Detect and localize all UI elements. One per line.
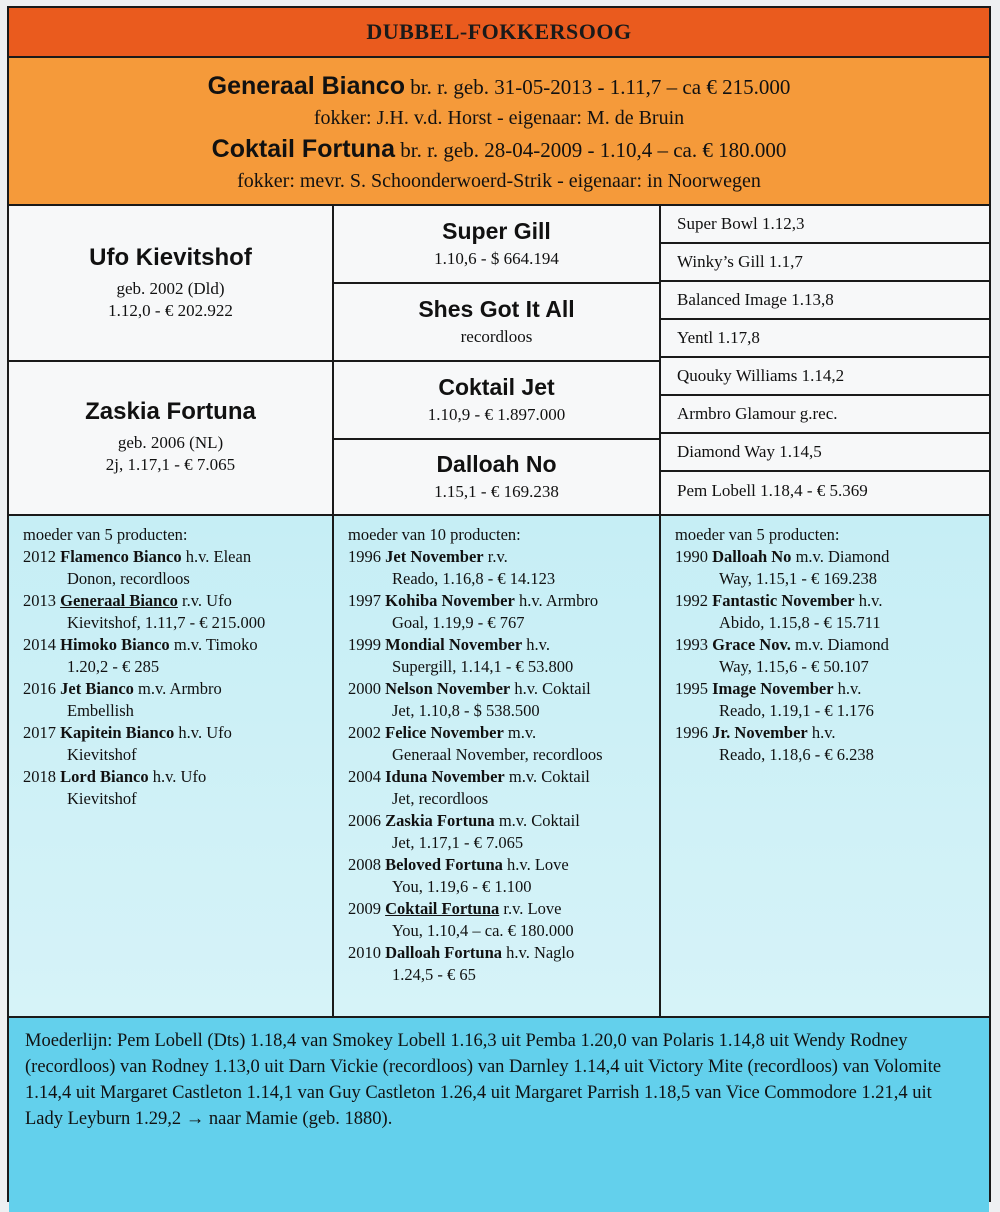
dam-name: Zaskia Fortuna [85, 398, 256, 425]
product-record: Jet, recordloos [392, 789, 489, 808]
product-name: Grace Nov. [712, 635, 791, 654]
product-item [23, 634, 322, 678]
header-box [9, 58, 989, 206]
product-year: 2012 [23, 547, 56, 566]
product-item [348, 546, 649, 590]
product-year: 1996 [675, 723, 708, 742]
product-record: 1.24,5 - € 65 [392, 965, 476, 984]
product-item [675, 678, 979, 722]
product-name: Coktail Fortuna [385, 899, 500, 918]
product-line [23, 678, 322, 700]
product-line [348, 678, 649, 700]
product-name: Felice November [385, 723, 504, 742]
product-year: 1992 [675, 591, 708, 610]
product-item [675, 722, 979, 766]
product-year: 2004 [348, 767, 381, 786]
dam-line1: geb. 2006 (NL) [117, 433, 224, 452]
product-year: 2017 [23, 723, 56, 742]
product-line [675, 590, 979, 612]
product-record: Generaal November, recordloos [392, 745, 603, 764]
product-record: Reado, 1.16,8 - € 14.123 [392, 569, 556, 588]
product-line [23, 766, 322, 788]
pedigree-col-great-grandparents [661, 206, 989, 514]
product-name: Iduna November [385, 767, 505, 786]
pedigree-col-grandparents [334, 206, 661, 514]
grandparent-cell [334, 206, 659, 284]
product-line [23, 634, 322, 656]
product-record: Reado, 1.19,1 - € 1.176 [719, 701, 874, 720]
product-parent: r.v. Ufo [177, 591, 232, 610]
products-section [9, 516, 989, 1018]
product-parent: h.v. [522, 635, 550, 654]
product-item [348, 942, 649, 986]
grandparent-cell [334, 284, 659, 362]
product-parent: m.v. Timoko [169, 635, 258, 654]
sire-line2: 1.12,0 - € 202.922 [108, 301, 233, 320]
product-parent: m.v. Armbro [133, 679, 222, 698]
product-record: Jet, 1.17,1 - € 7.065 [392, 833, 524, 852]
product-item [348, 766, 649, 810]
great-grandparent-row: Armbro Glamour g.rec. [661, 396, 989, 434]
product-item [23, 678, 322, 722]
product-year: 2006 [348, 811, 381, 830]
product-item [348, 722, 649, 766]
product-line [348, 942, 649, 964]
pedigree-table [9, 206, 989, 516]
product-year: 2000 [348, 679, 381, 698]
product-record: Donon, recordloos [67, 569, 190, 588]
great-grandparent-row: Yentl 1.17,8 [661, 320, 989, 358]
grandparent-sub: 1.10,6 - $ 664.194 [434, 249, 559, 268]
product-item [348, 634, 649, 678]
great-grandparent-row: Pem Lobell 1.18,4 - € 5.369 [677, 481, 868, 500]
product-parent: m.v. Diamond [790, 635, 889, 654]
maternal-line-text: Moederlijn: Pem Lobell (Dts) 1.18,4 van Smokey Lobell 1.16,3 uit Pemba 1.20,0 van Polaris 1.14,8 uit Wendy Rodney (recordloos) van Rodney 1.13,0 uit Darn Vickie (recordloos) van Darnley 1.14,4 uit Victory Mite (recordloos) van Volomite 1.14,4 uit Margaret Castleton 1.14,1 van Guy Castleton 1.26,4 uit Margaret Parrish 1.18,5 van Vice Commodore 1.21,4 uit Lady Leyburn 1.29,2 → naar Mamie (geb. 1880). [9, 1018, 989, 1212]
product-parent: h.v. [807, 723, 836, 742]
grandparent-sub: 1.10,9 - € 1.897.000 [427, 405, 566, 424]
grandparent-sub: recordloos [460, 327, 533, 346]
product-item [348, 590, 649, 634]
grandparent-name: Dalloah No [436, 451, 557, 477]
horse1-name: Generaal Bianco [207, 72, 405, 100]
product-record: Kievitshof [67, 789, 137, 808]
product-record: Embellish [67, 701, 134, 720]
product-name: Zaskia Fortuna [385, 811, 495, 830]
product-record: Reado, 1.18,6 - € 6.238 [719, 745, 874, 764]
dam-line2: 2j, 1.17,1 - € 7.065 [105, 455, 236, 474]
grandparent-cell [334, 440, 659, 514]
product-parent: h.v. Naglo [502, 943, 575, 962]
product-name: Beloved Fortuna [385, 855, 503, 874]
product-name: Mondial November [385, 635, 523, 654]
product-parent: h.v. [854, 591, 883, 610]
product-line [675, 546, 979, 568]
great-grandparent-row: Balanced Image 1.13,8 [661, 282, 989, 320]
product-year: 1990 [675, 547, 708, 566]
product-name: Flamenco Bianco [60, 547, 182, 566]
horse1-details: br. r. geb. 31-05-2013 - 1.11,7 – ca € 215.000 [404, 75, 791, 99]
product-parent: r.v. [483, 547, 508, 566]
product-name: Generaal Bianco [60, 591, 178, 610]
product-record: Supergill, 1.14,1 - € 53.800 [392, 657, 574, 676]
product-item [348, 810, 649, 854]
product-item [675, 590, 979, 634]
dam-cell [9, 362, 332, 512]
product-year: 1993 [675, 635, 708, 654]
product-year: 2009 [348, 899, 381, 918]
products-heading: moeder van 5 producten: [23, 525, 188, 544]
product-line [23, 546, 322, 568]
product-record: 1.20,2 - € 285 [67, 657, 160, 676]
horse2-breeder: fokker: mevr. S. Schoonderwoerd-Strik - eigenaar: in Noorwegen [237, 170, 761, 192]
products-heading: moeder van 10 producten: [348, 525, 521, 544]
product-record: Jet, 1.10,8 - $ 538.500 [392, 701, 540, 720]
product-year: 2013 [23, 591, 56, 610]
great-grandparent-row: Super Bowl 1.12,3 [661, 206, 989, 244]
product-item [23, 590, 322, 634]
product-record: You, 1.19,6 - € 1.100 [392, 877, 532, 896]
product-line [348, 634, 649, 656]
product-item [675, 546, 979, 590]
products-col-1 [9, 516, 334, 1016]
grandparent-name: Shes Got It All [418, 296, 575, 322]
product-year: 2018 [23, 767, 56, 786]
horse2-line [9, 133, 989, 166]
product-parent: m.v. [503, 723, 537, 742]
product-record: Way, 1.15,1 - € 169.238 [719, 569, 877, 588]
product-year: 2008 [348, 855, 381, 874]
product-record: Way, 1.15,6 - € 50.107 [719, 657, 869, 676]
product-item [23, 546, 322, 590]
product-year: 1997 [348, 591, 381, 610]
product-name: Image November [712, 679, 834, 698]
product-name: Himoko Bianco [60, 635, 170, 654]
products-col-2 [334, 516, 661, 1016]
horse1-breeder: fokker: J.H. v.d. Horst - eigenaar: M. de Bruin [313, 107, 685, 129]
product-year: 2010 [348, 943, 381, 962]
product-parent: h.v. Coktail [510, 679, 591, 698]
product-record: Abido, 1.15,8 - € 15.711 [719, 613, 881, 632]
product-year: 2002 [348, 723, 381, 742]
products-heading: moeder van 5 producten: [675, 525, 840, 544]
product-line [348, 766, 649, 788]
product-item [348, 898, 649, 942]
product-parent: m.v. Coktail [494, 811, 580, 830]
product-parent: h.v. Ufo [174, 723, 232, 742]
product-line [348, 590, 649, 612]
product-name: Lord Bianco [60, 767, 149, 786]
product-parent: h.v. Love [502, 855, 569, 874]
product-item [675, 634, 979, 678]
product-line [348, 810, 649, 832]
grandparent-sub: 1.15,1 - € 169.238 [434, 482, 559, 501]
grandparent-cell [334, 362, 659, 440]
product-name: Kapitein Bianco [60, 723, 175, 742]
great-grandparent-row: Diamond Way 1.14,5 [661, 434, 989, 472]
product-parent: r.v. Love [499, 899, 562, 918]
product-item [23, 766, 322, 810]
product-item [348, 854, 649, 898]
product-year: 2016 [23, 679, 56, 698]
products-col-3 [661, 516, 989, 1016]
product-line [348, 898, 649, 920]
product-name: Dalloah Fortuna [385, 943, 503, 962]
product-parent: m.v. Diamond [791, 547, 890, 566]
product-line [23, 590, 322, 612]
product-parent: h.v. Ufo [148, 767, 207, 786]
product-year: 1999 [348, 635, 381, 654]
product-parent: m.v. Coktail [504, 767, 590, 786]
great-grandparent-row: Quouky Williams 1.14,2 [661, 358, 989, 396]
product-name: Jr. November [712, 723, 808, 742]
page-title: DUBBEL-FOKKERSOOG [9, 8, 989, 58]
horse1-line [9, 70, 989, 103]
product-name: Jet November [385, 547, 484, 566]
product-name: Kohiba November [385, 591, 515, 610]
product-year: 2014 [23, 635, 56, 654]
product-record: Kievitshof, 1.11,7 - € 215.000 [67, 613, 266, 632]
product-parent: h.v. Elean [181, 547, 252, 566]
product-item [348, 678, 649, 722]
product-parent: h.v. Armbro [514, 591, 599, 610]
product-line [675, 634, 979, 656]
sire-line1: geb. 2002 (Dld) [116, 279, 225, 298]
product-name: Dalloah No [712, 547, 792, 566]
horse2-details: br. r. geb. 28-04-2009 - 1.10,4 – ca. € 180.000 [394, 138, 787, 162]
product-line [23, 722, 322, 744]
product-name: Fantastic November [712, 591, 855, 610]
product-item [23, 722, 322, 766]
horse2-name: Coktail Fortuna [211, 135, 395, 163]
product-line [348, 722, 649, 744]
product-line [675, 722, 979, 744]
pedigree-col-parents [9, 206, 334, 514]
product-line [675, 678, 979, 700]
product-line [348, 854, 649, 876]
grandparent-name: Super Gill [442, 218, 551, 244]
product-parent: h.v. [833, 679, 862, 698]
grandparent-name: Coktail Jet [438, 374, 555, 400]
product-year: 1996 [348, 547, 381, 566]
sire-name: Ufo Kievitshof [89, 244, 252, 271]
pedigree-sheet [7, 6, 991, 1202]
product-record: Kievitshof [67, 745, 137, 764]
great-grandparent-row: Winky’s Gill 1.1,7 [661, 244, 989, 282]
sire-cell [9, 206, 332, 362]
product-record: Goal, 1.19,9 - € 767 [392, 613, 525, 632]
product-line [348, 546, 649, 568]
product-name: Jet Bianco [60, 679, 134, 698]
product-year: 1995 [675, 679, 708, 698]
product-record: You, 1.10,4 – ca. € 180.000 [392, 921, 574, 940]
product-name: Nelson November [385, 679, 511, 698]
